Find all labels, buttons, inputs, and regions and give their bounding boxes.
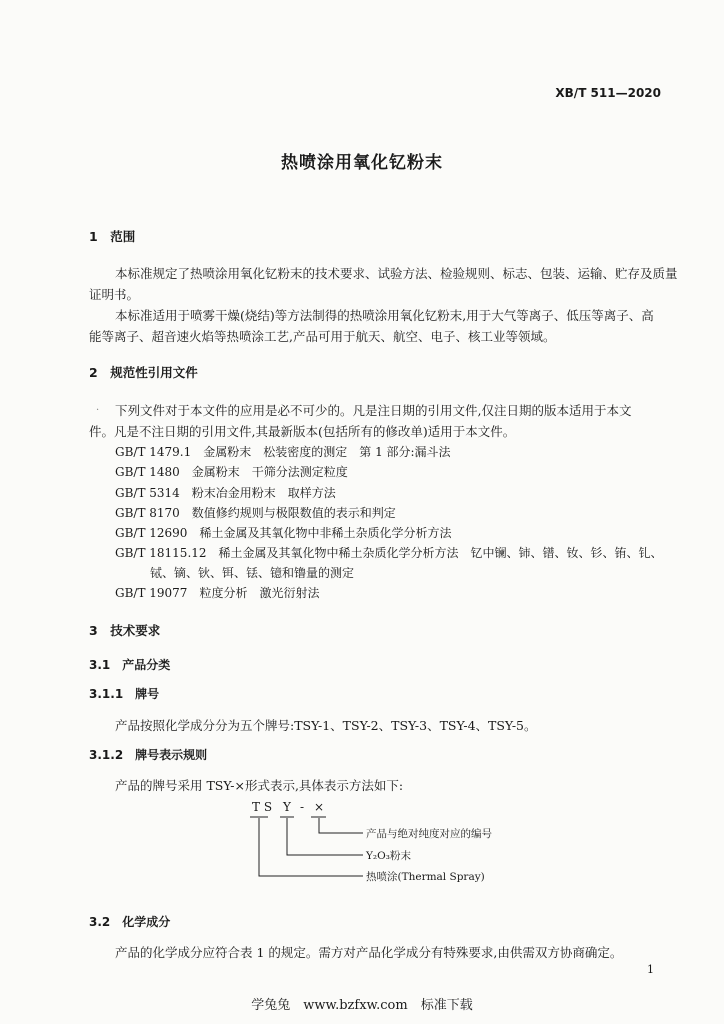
designation-code-dash: - [300, 800, 305, 814]
section-3-2-heading: 3.2 化学成分 [89, 915, 171, 929]
reference-item: GB/T 19077 粒度分析 激光衍射法 [115, 586, 320, 600]
section-3-1-1-heading: 3.1.1 牌号 [89, 687, 160, 701]
reference-item: GB/T 1480 金属粉末 干筛分法测定粒度 [115, 465, 348, 479]
section-3-2-text: 产品的化学成分应符合表 1 的规定。需方对产品化学成分有特殊要求,由供需双方协商确定。 [115, 945, 623, 960]
document-title: 热喷涂用氧化钇粉末 [281, 153, 443, 173]
page-number: 1 [647, 963, 654, 976]
section-3-1-2-text: 产品的牌号采用 TSY-×形式表示,具体表示方法如下: [115, 778, 404, 793]
reference-item: GB/T 1479.1 金属粉末 松装密度的测定 第 1 部分:漏斗法 [115, 445, 451, 459]
section-1-para-2-line-1: 本标准适用于喷雾干燥(烧结)等方法制得的热喷涂用氧化钇粉末,用于大气等离子、低压等离子、高 [115, 308, 654, 323]
section-3-heading: 3 技术要求 [89, 623, 161, 638]
section-1-para-1-line-1: 本标准规定了热喷涂用氧化钇粉末的技术要求、试验方法、检验规则、标志、包装、运输、贮存及质量 [115, 266, 678, 281]
section-1-para-2-line-2: 能等离子、超音速火焰等热喷涂工艺,产品可用于航天、航空、电子、核工业等领域。 [89, 329, 556, 344]
designation-label-number: 产品与绝对纯度对应的编号 [366, 828, 492, 840]
section-3-1-1-text: 产品按照化学成分分为五个牌号:TSY-1、TSY-2、TSY-3、TSY-4、TSY-5。 [115, 718, 537, 733]
section-3-1-heading: 3.1 产品分类 [89, 658, 171, 672]
designation-label-thermal-spray: 热喷涂(Thermal Spray) [366, 871, 485, 883]
section-1-heading: 1 范围 [89, 229, 136, 244]
margin-mark: · [96, 405, 100, 416]
standard-code: XB/T 511—2020 [555, 86, 661, 100]
reference-item: GB/T 8170 数值修约规则与极限数值的表示和判定 [115, 506, 396, 520]
reference-item: GB/T 12690 稀土金属及其氧化物中非稀土杂质化学分析方法 [115, 526, 452, 540]
section-3-1-2-heading: 3.1.2 牌号表示规则 [89, 748, 208, 762]
section-1-para-1-line-2: 证明书。 [89, 287, 140, 302]
footer-watermark: 学兔兔 www.bzfxw.com 标准下载 [251, 998, 473, 1013]
reference-item-continuation: 铽、镝、钬、铒、铥、镱和镥量的测定 [150, 566, 355, 580]
designation-label-y2o3: Y₂O₃粉末 [366, 850, 411, 862]
section-2-heading: 2 规范性引用文件 [89, 365, 198, 380]
reference-item: GB/T 18115.12 稀土金属及其氧化物中稀土杂质化学分析方法 钇中镧、铈、镨、钕、钐、铕、钆、 [115, 546, 663, 560]
designation-code-x: × [314, 800, 325, 814]
section-2-intro-line-1: 下列文件对于本文件的应用是必不可少的。凡是注日期的引用文件,仅注日期的版本适用于本文 [115, 403, 632, 418]
designation-code-ts: T S [252, 800, 273, 814]
reference-item: GB/T 5314 粉末冶金用粉末 取样方法 [115, 486, 336, 500]
designation-code-y: Y [283, 800, 291, 814]
section-2-intro-line-2: 件。凡是不注日期的引用文件,其最新版本(包括所有的修改单)适用于本文件。 [89, 424, 516, 439]
